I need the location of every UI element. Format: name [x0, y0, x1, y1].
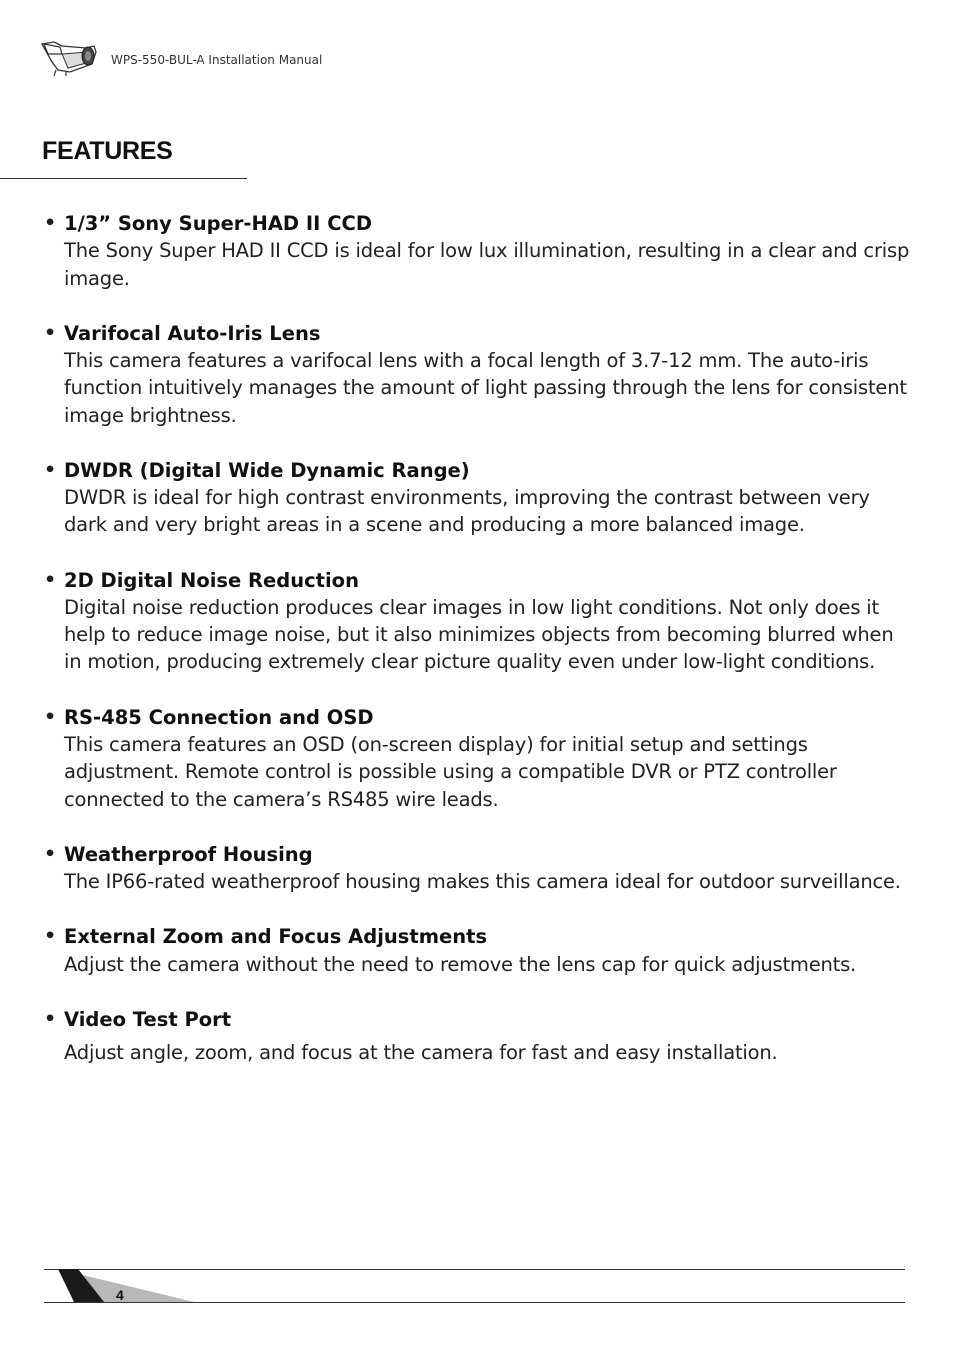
- feature-item: [44, 457, 916, 539]
- feature-description: The IP66-rated weatherproof housing makes this camera ideal for outdoor surveillance.: [64, 870, 901, 894]
- feature-item: [44, 923, 916, 978]
- feature-description: Digital noise reduction produces clear images in low light conditions. Not only does it help to reduce image noise, but it also minimizes objects from becoming blurred when in motion, producing extremely clear picture quality even under low-light conditions.: [64, 595, 894, 674]
- feature-item: [44, 210, 916, 292]
- feature-title: Varifocal Auto-Iris Lens: [64, 321, 321, 345]
- document-title: WPS-550-BUL-A Installation Manual: [111, 53, 323, 67]
- bullet-icon: •: [44, 925, 57, 948]
- bullet-icon: •: [44, 321, 57, 344]
- feature-title: Weatherproof Housing: [64, 842, 313, 866]
- bullet-icon: •: [44, 1007, 57, 1030]
- feature-item: [44, 320, 916, 429]
- bullet-camera-icon: [40, 40, 98, 76]
- feature-item: [44, 1006, 916, 1067]
- footer-tab-graphic: [44, 1268, 204, 1304]
- bullet-icon: •: [44, 458, 57, 481]
- page-header: [40, 40, 440, 80]
- feature-title: Video Test Port: [64, 1007, 232, 1031]
- feature-title: 1/3” Sony Super-HAD II CCD: [64, 212, 373, 235]
- bullet-icon: •: [44, 705, 57, 728]
- feature-title: RS-485 Connection and OSD: [64, 705, 374, 729]
- bullet-icon: •: [44, 842, 57, 865]
- feature-description: Adjust the camera without the need to remove the lens cap for quick adjustments.: [64, 952, 857, 976]
- feature-title: DWDR (Digital Wide Dynamic Range): [64, 458, 470, 482]
- title-divider: [0, 178, 247, 179]
- bullet-icon: •: [44, 212, 57, 234]
- bullet-icon: •: [44, 568, 57, 591]
- feature-title: External Zoom and Focus Adjustments: [64, 925, 488, 949]
- feature-description: Adjust angle, zoom, and focus at the camera for fast and easy installation.: [64, 1041, 778, 1065]
- feature-description: This camera features a varifocal lens with a focal length of 3.7-12 mm. The auto-iris function intuitively manages the amount of light passing through the lens for consistent image brightness.: [64, 349, 907, 427]
- section-title: FEATURES: [42, 137, 173, 165]
- feature-item: [44, 567, 916, 676]
- feature-list: [44, 210, 916, 1094]
- page-footer: [44, 1268, 905, 1304]
- page-number: 4: [116, 1287, 124, 1303]
- feature-title: 2D Digital Noise Reduction: [64, 568, 359, 592]
- feature-item: [44, 704, 916, 813]
- feature-description: DWDR is ideal for high contrast environments, improving the contrast between very dark and very bright areas in a scene and producing a more balanced image.: [64, 486, 870, 537]
- feature-item: [44, 841, 916, 896]
- feature-description: The Sony Super HAD II CCD is ideal for low lux illumination, resulting in a clear and crisp image.: [64, 239, 910, 290]
- feature-description: This camera features an OSD (on-screen display) for initial setup and settings adjustment. Remote control is possible using a compatible DVR or PTZ controller connected to the camera’s RS485 wire leads.: [64, 732, 837, 811]
